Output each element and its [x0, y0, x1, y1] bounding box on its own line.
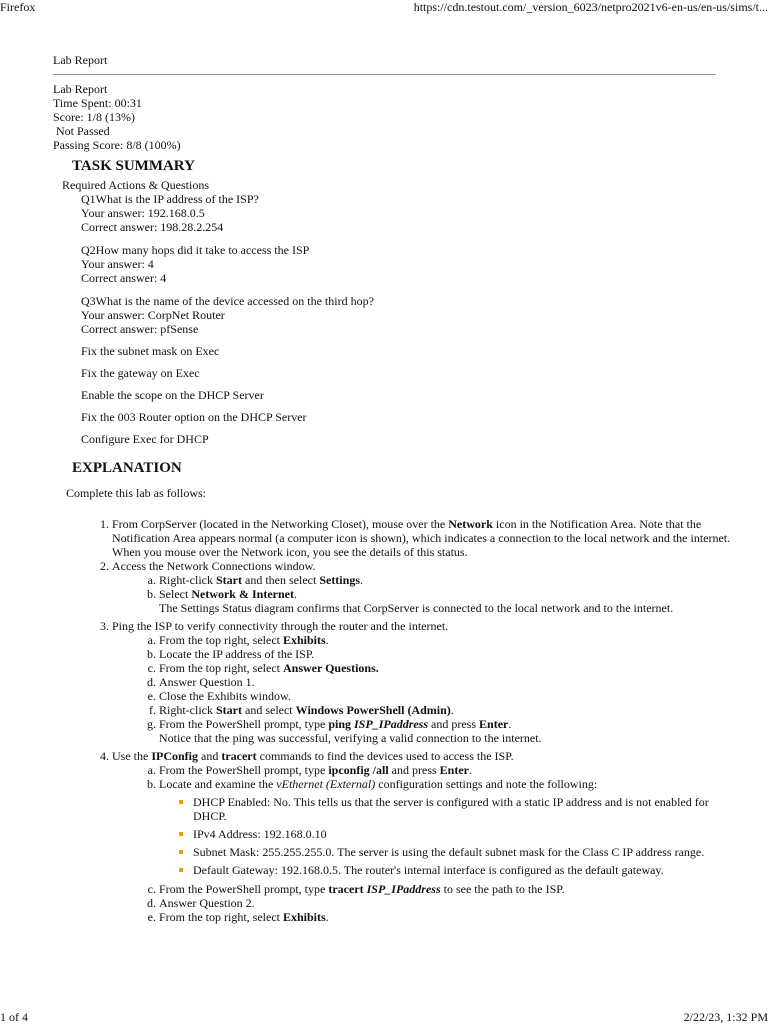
step-3: 3. Ping the ISP to verify connectivity through the router and the internet. a. From the top right, select Exhibits. b. Locate the IP address of the ISP. c. From the top right, select Answer Questions. d. Answer Question 1. e. Close the Exhibits window. f. Right-click Start and select Windows PowerShell (Admin). g. From the PowerShell prompt, type ping ISP_IPaddress and press Enter. Notice that the ping was successful, verifying a valid connection to the internet.: [112, 619, 732, 745]
bullet-icon: [179, 832, 183, 836]
substep: a. From the top right, select Exhibits.: [159, 633, 732, 647]
task-item: Fix the subnet mask on Exec: [81, 344, 220, 358]
task-summary-heading: TASK SUMMARY: [72, 158, 195, 174]
bullet-icon: [179, 850, 183, 854]
page-indicator: 1 of 4: [0, 1010, 28, 1024]
substep: e. Close the Exhibits window.: [159, 689, 732, 703]
step-4-substeps: [112, 763, 732, 924]
bullet-icon: [179, 868, 183, 872]
substep: b. Locate and examine the vEthernet (External) configuration settings and note the following: DHCP Enabled: No. This tells us that the server is configured with a static IP address and is not enabled for DHCP. IPv4 Address: 192.168.0.10 Subnet Mask: 255.255.255.0. The server is using the default subnet mask for the Class C IP address range. Default Gateway: 192.168.0.5. The router's internal interface is configured as the default gateway.: [159, 777, 732, 877]
step-2-substeps: [112, 573, 732, 615]
your-answer: Your answer: 192.168.0.5: [81, 206, 205, 220]
substep-note: The Settings Status diagram confirms that CorpServer is connected to the local network and to the internet.: [159, 601, 674, 615]
substep: g. From the PowerShell prompt, type ping ISP_IPaddress and press Enter. Notice that the ping was successful, verifying a valid connection to the internet.: [159, 717, 732, 745]
step-3-substeps: [112, 633, 732, 745]
your-answer: Your answer: 4: [81, 257, 154, 271]
explanation-heading: EXPLANATION: [72, 460, 182, 476]
step-2: 2. Access the Network Connections window. a. Right-click Start and then select Settings. b. Select Network & Internet. The Settings Status diagram confirms that CorpServer is connected to the local network and to the internet.: [112, 559, 732, 615]
list-item: Subnet Mask: 255.255.255.0. The server is using the default subnet mask for the Class C IP address range.: [193, 845, 732, 859]
task-item: Fix the gateway on Exec: [81, 366, 200, 380]
correct-answer: Correct answer: 4: [81, 271, 167, 285]
question-item: [81, 192, 259, 234]
substep: d. Answer Question 1.: [159, 675, 732, 689]
task-item: Configure Exec for DHCP: [81, 432, 209, 446]
time-spent: Time Spent: 00:31: [53, 96, 142, 110]
settings-list: [159, 795, 732, 877]
browser-name: Firefox: [0, 0, 36, 14]
correct-answer: Correct answer: 198.28.2.254: [81, 220, 224, 234]
report-title: Lab Report: [53, 82, 108, 96]
substep: b. Locate the IP address of the ISP.: [159, 647, 732, 661]
passing-score: Passing Score: 8/8 (100%): [53, 138, 181, 152]
pass-status: Not Passed: [53, 124, 110, 138]
list-item: IPv4 Address: 192.168.0.10: [193, 827, 732, 841]
your-answer: Your answer: CorpNet Router: [81, 308, 225, 322]
page-url: https://cdn.testout.com/_version_6023/netpro2021v6-en-us/en-us/sims/t...: [413, 0, 768, 14]
explanation-steps: [88, 517, 732, 924]
substep: e. From the top right, select Exhibits.: [159, 910, 732, 924]
substep: c. From the top right, select Answer Questions.: [159, 661, 732, 675]
substep: c. From the PowerShell prompt, type tracert ISP_IPaddress to see the path to the ISP.: [159, 882, 732, 896]
substep-note: Notice that the ping was successful, verifying a valid connection to the internet.: [159, 731, 542, 745]
question-item: [81, 294, 374, 336]
report-summary: [53, 82, 181, 152]
required-actions-title: Required Actions & Questions: [62, 178, 209, 192]
substep: a. Right-click Start and then select Settings.: [159, 573, 732, 587]
print-datetime: 2/22/23, 1:32 PM: [683, 1010, 768, 1024]
list-item: Default Gateway: 192.168.0.5. The router's internal interface is configured as the default gateway.: [193, 863, 732, 877]
question-item: [81, 243, 309, 285]
step-1: 1. From CorpServer (located in the Networking Closet), mouse over the Network icon in the Notification Area. Note that the Notification Area appears normal (a computer icon is shown), which indicates a connection to the local network and the internet. When you mouse over the Network icon, you see the details of this status.: [112, 517, 732, 559]
substep: a. From the PowerShell prompt, type ipconfig /all and press Enter.: [159, 763, 732, 777]
substep: d. Answer Question 2.: [159, 896, 732, 910]
question-text: Q1What is the IP address of the ISP?: [81, 192, 259, 206]
divider: [53, 74, 716, 75]
substep: b. Select Network & Internet. The Settings Status diagram confirms that CorpServer is connected to the local network and to the internet.: [159, 587, 732, 615]
score: Score: 1/8 (13%): [53, 110, 135, 124]
report-header-title: Lab Report: [53, 53, 108, 67]
substep: f. Right-click Start and select Windows PowerShell (Admin).: [159, 703, 732, 717]
list-item: DHCP Enabled: No. This tells us that the server is configured with a static IP address and is not enabled for DHCP.: [193, 795, 732, 823]
task-item: Fix the 003 Router option on the DHCP Server: [81, 410, 307, 424]
step-4: 4. Use the IPConfig and tracert commands to find the devices used to access the ISP. a. From the PowerShell prompt, type ipconfig /all and press Enter. b. Locate and examine the vEthernet (External) configuration settings and note the following: DHCP Enabled: No. This tells us that the server is configured with a static IP address and is not enabled for DHCP. IPv4 Address: 192.168.0.10 Subnet Mask: 255.255.255.0. The server is using the default subnet mask for the Class C IP address range. Default Gateway: 192.168.0.5. The router's internal interface is configured as the default gateway. c. From the PowerShell prompt, type tracert ISP_IPaddress to see the path to the ISP. d. Answer Question 2. e. From the top right, select Exhibits.: [112, 749, 732, 924]
question-text: Q2How many hops did it take to access the ISP: [81, 243, 310, 257]
question-text: Q3What is the name of the device accessed on the third hop?: [81, 294, 374, 308]
explanation-intro: Complete this lab as follows:: [66, 486, 206, 500]
task-item: Enable the scope on the DHCP Server: [81, 388, 264, 402]
bullet-icon: [179, 800, 183, 804]
correct-answer: Correct answer: pfSense: [81, 322, 199, 336]
